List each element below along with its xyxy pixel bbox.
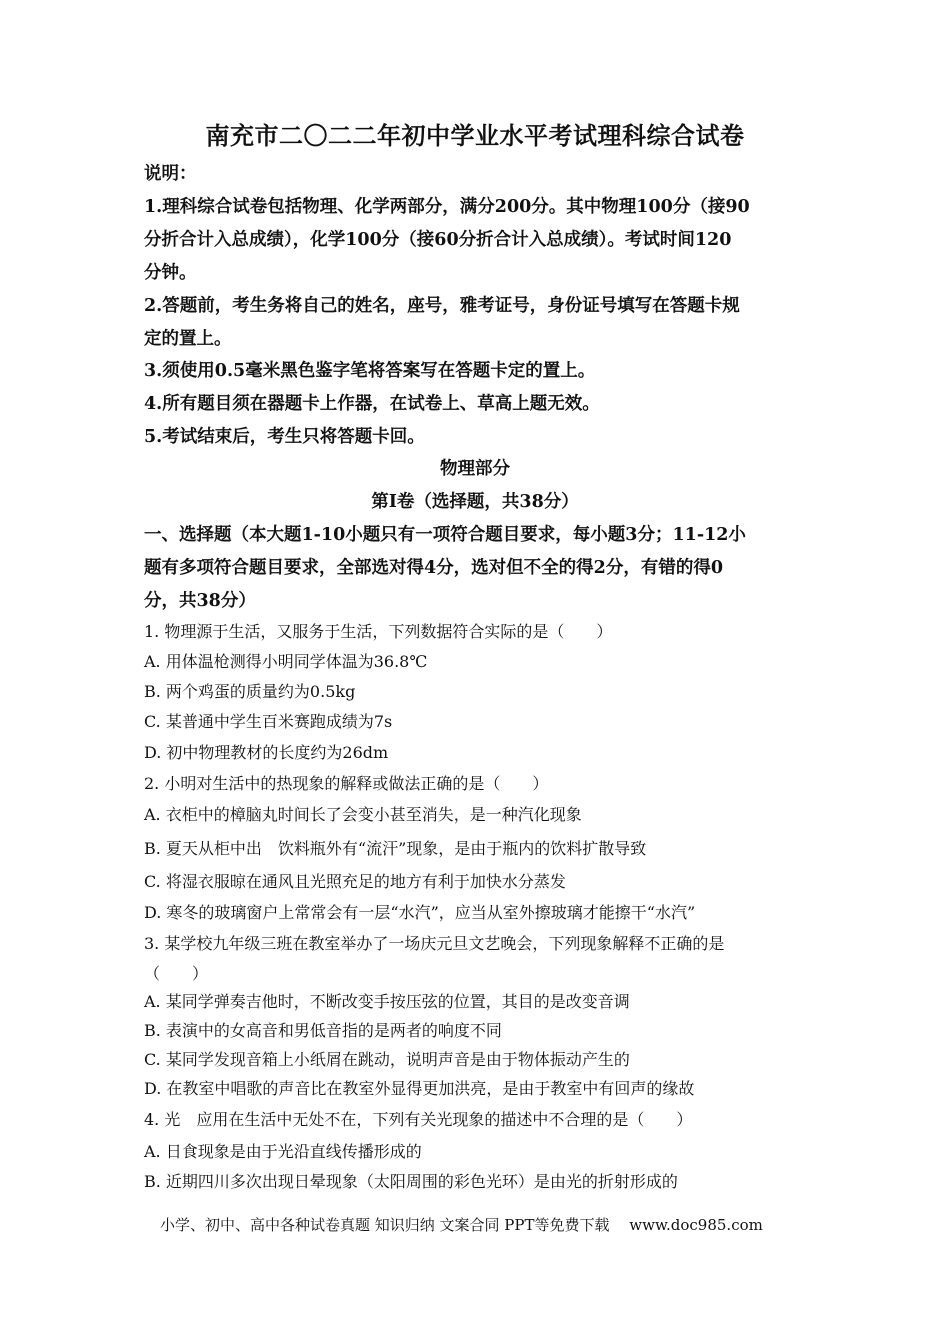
instruction-line: 3.须使用0.5毫米黑色鉴字笔将答案写在答题卡定的置上。 <box>144 361 596 381</box>
answer-option: A. 用体温枪测得小明同学体温为36.8℃ <box>144 652 428 671</box>
answer-option: A. 衣柜中的樟脑丸时间长了会变小甚至消失，是一种汽化现象 <box>144 805 582 824</box>
part-instruction-line: 题有多项符合题目要求，全部选对得4分，选对但不全的得2分，有错的得0 <box>144 558 724 578</box>
instruction-line: 分折合计入总成绩），化学100分（接60分折合计入总成绩）。考试时间120 <box>144 230 732 250</box>
answer-option: B. 表演中的女高音和男低音指的是两者的响度不同 <box>144 1021 502 1040</box>
question-stem: 2. 小明对生活中的热现象的解释或做法正确的是（ ） <box>144 774 549 793</box>
answer-option: C. 将湿衣服晾在通风且光照充足的地方有利于加快水分蒸发 <box>144 872 566 891</box>
footer-note: 小学、初中、高中各种试卷真题 知识归纳 文案合同 PPT等免费下载 www.doc985.com <box>160 1216 763 1234</box>
part-instruction-line: 一、选择题（本大题1-10小题只有一项符合题目要求，每小题3分；11-12小 <box>144 525 746 545</box>
answer-option: A. 某同学弹奏吉他时，不断改变手按压弦的位置，其目的是改变音调 <box>144 992 630 1011</box>
answer-option: B. 近期四川多次出现日晕现象（太阳周围的彩色光环）是由光的折射形成的 <box>144 1172 678 1191</box>
question-stem: 3. 某学校九年级三班在教室举办了一场庆元旦文艺晚会，下列现象解释不正确的是 <box>144 934 725 953</box>
answer-option: C. 某普通中学生百米赛跑成绩为7s <box>144 712 393 731</box>
answer-option: B. 两个鸡蛋的质量约为0.5kg <box>144 682 356 701</box>
instruction-line: 分钟。 <box>144 263 197 283</box>
section-subheading: 第Ⅰ卷（选择题，共38分） <box>371 492 579 512</box>
page-title: 南充市二〇二二年初中学业水平考试理科综合试卷 <box>205 121 745 150</box>
answer-option: D. 寒冬的玻璃窗户上常常会有一层“水汽”，应当从室外擦玻璃才能擦干“水汽” <box>144 903 696 922</box>
question-stem: 4. 光 应用在生活中无处不在，下列有关光现象的描述中不合理的是（ ） <box>144 1110 693 1129</box>
part-instruction-line: 分，共38分） <box>144 591 256 611</box>
instruction-line: 1.理科综合试卷包括物理、化学两部分，满分200分。其中物理100分（接90 <box>144 197 750 217</box>
question-stem: 1. 物理源于生活，又服务于生活，下列数据符合实际的是（ ） <box>144 622 613 641</box>
answer-option: C. 某同学发现音箱上小纸屑在跳动，说明声音是由于物体振动产生的 <box>144 1050 630 1069</box>
instruction-line: 5.考试结束后，考生只将答题卡回。 <box>144 427 425 447</box>
answer-option: D. 在教室中唱歌的声音比在教室外显得更加洪亮，是由于教室中有回声的缘故 <box>144 1079 695 1098</box>
answer-option: A. 日食现象是由于光沿直线传播形成的 <box>144 1142 422 1161</box>
instruction-line: 4.所有题目须在器题卡上作器，在试卷上、草高上题无效。 <box>144 394 600 414</box>
instructions-heading: 说明： <box>144 164 197 184</box>
answer-option: D. 初中物理教材的长度约为26dm <box>144 743 389 762</box>
instruction-line: 定的置上。 <box>144 329 232 349</box>
section-heading: 物理部分 <box>440 459 510 479</box>
question-stem-cont: （ ） <box>144 964 209 983</box>
answer-option: B. 夏天从柜中出 饮料瓶外有“流汗”现象，是由于瓶内的饮料扩散导致 <box>144 839 647 858</box>
instruction-line: 2.答题前，考生务将自己的姓名，座号，雅考证号，身份证号填写在答题卡规 <box>144 296 740 316</box>
